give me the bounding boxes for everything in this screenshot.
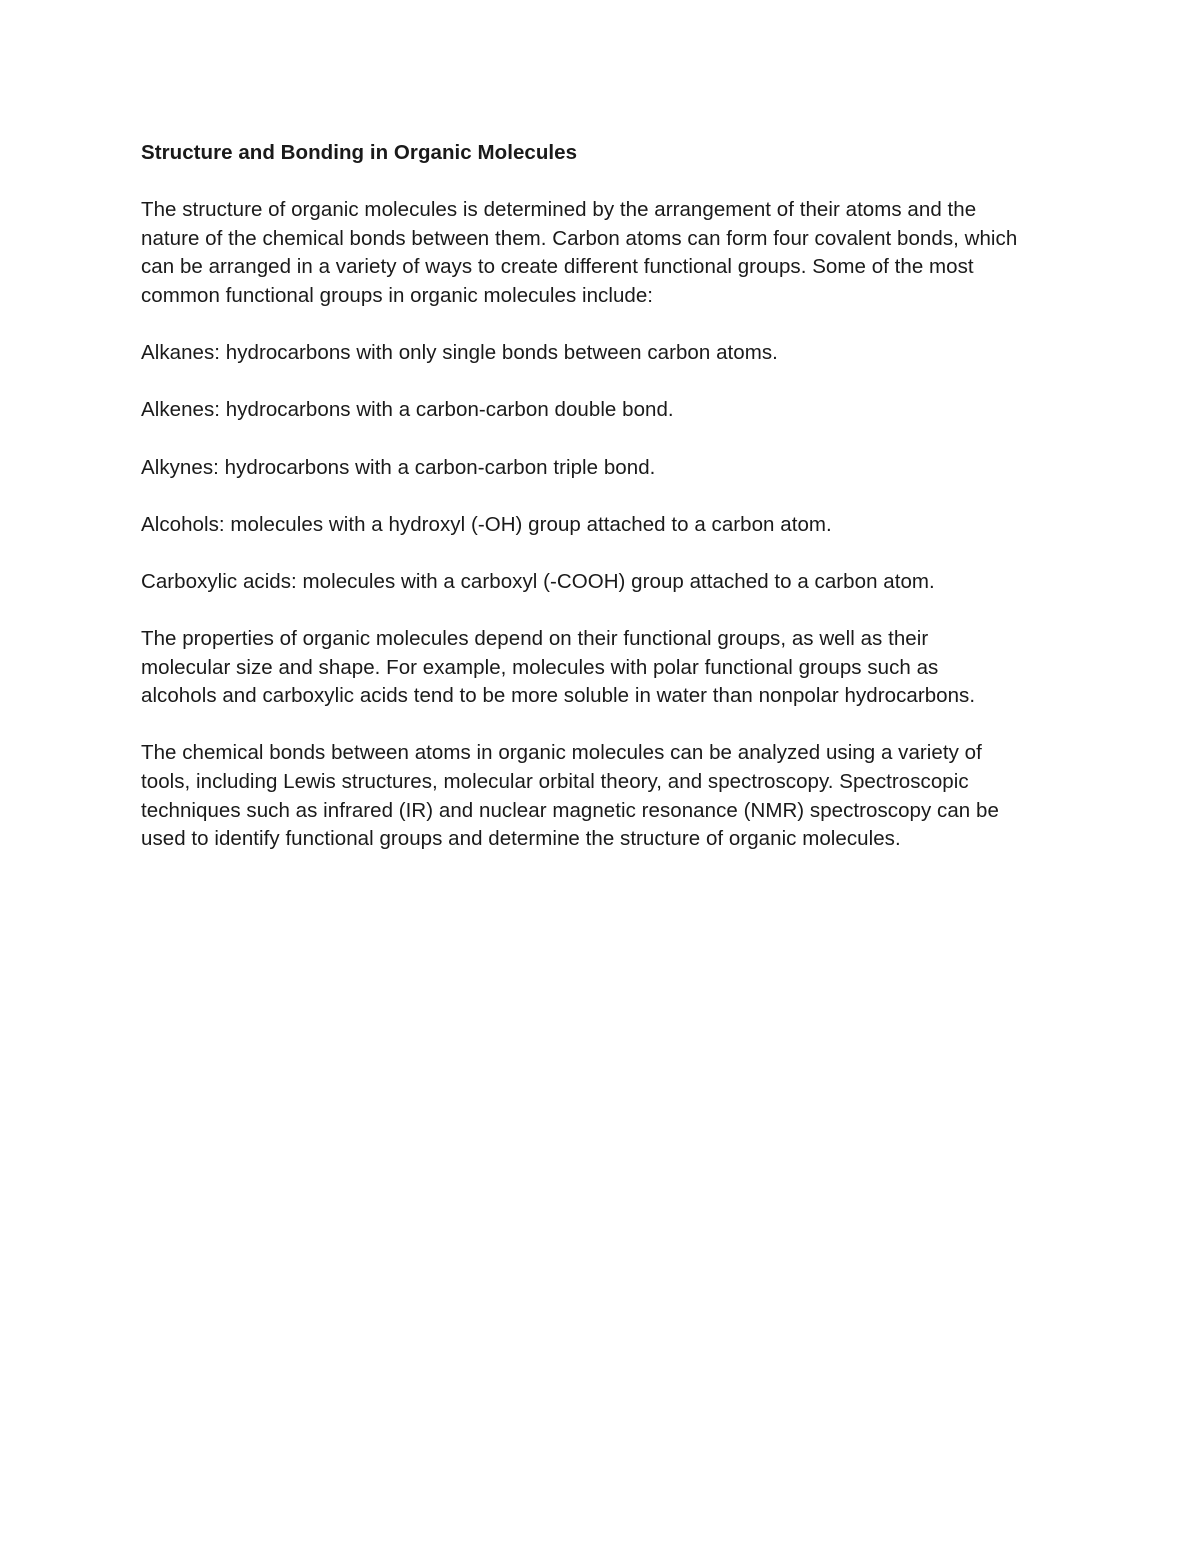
intro-line: The structure of organic molecules is determined by the arrangement of their atoms and the — [141, 198, 977, 222]
intro-paragraph — [141, 196, 1071, 310]
document-body — [141, 139, 1071, 882]
intro-line: nature of the chemical bonds between them. Carbon atoms can form four covalent bonds, which — [141, 226, 1018, 250]
group-alkenes: Alkenes: hydrocarbons with a carbon-carbon double bond. — [141, 398, 674, 422]
intro-line: can be arranged in a variety of ways to create different functional groups. Some of the most — [141, 255, 974, 279]
group-alcohols: Alcohols: molecules with a hydroxyl (-OH) group attached to a carbon atom. — [141, 512, 832, 536]
document-title: Structure and Bonding in Organic Molecules — [141, 141, 578, 164]
group-alkanes: Alkanes: hydrocarbons with only single bonds between carbon atoms. — [141, 341, 778, 365]
bonds-line: techniques such as infrared (IR) and nuclear magnetic resonance (NMR) spectroscopy can be — [141, 798, 999, 822]
group-alkynes: Alkynes: hydrocarbons with a carbon-carbon triple bond. — [141, 455, 656, 479]
properties-line: alcohols and carboxylic acids tend to be more soluble in water than nonpolar hydrocarbons. — [141, 684, 976, 708]
bonds-line: tools, including Lewis structures, molecular orbital theory, and spectroscopy. Spectroscopic — [141, 770, 969, 794]
properties-line: The properties of organic molecules depend on their functional groups, as well as their — [141, 627, 929, 651]
group-carboxylic-acids: Carboxylic acids: molecules with a carboxyl (-COOH) group attached to a carbon atom. — [141, 569, 935, 593]
bonds-line: The chemical bonds between atoms in organic molecules can be analyzed using a variety of — [141, 741, 982, 765]
bonds-line: used to identify functional groups and determine the structure of organic molecules. — [141, 827, 901, 851]
intro-line: common functional groups in organic molecules include: — [141, 283, 654, 307]
bonds-paragraph — [141, 739, 1071, 853]
properties-line: molecular size and shape. For example, molecules with polar functional groups such as — [141, 655, 939, 679]
properties-paragraph — [141, 625, 1071, 711]
